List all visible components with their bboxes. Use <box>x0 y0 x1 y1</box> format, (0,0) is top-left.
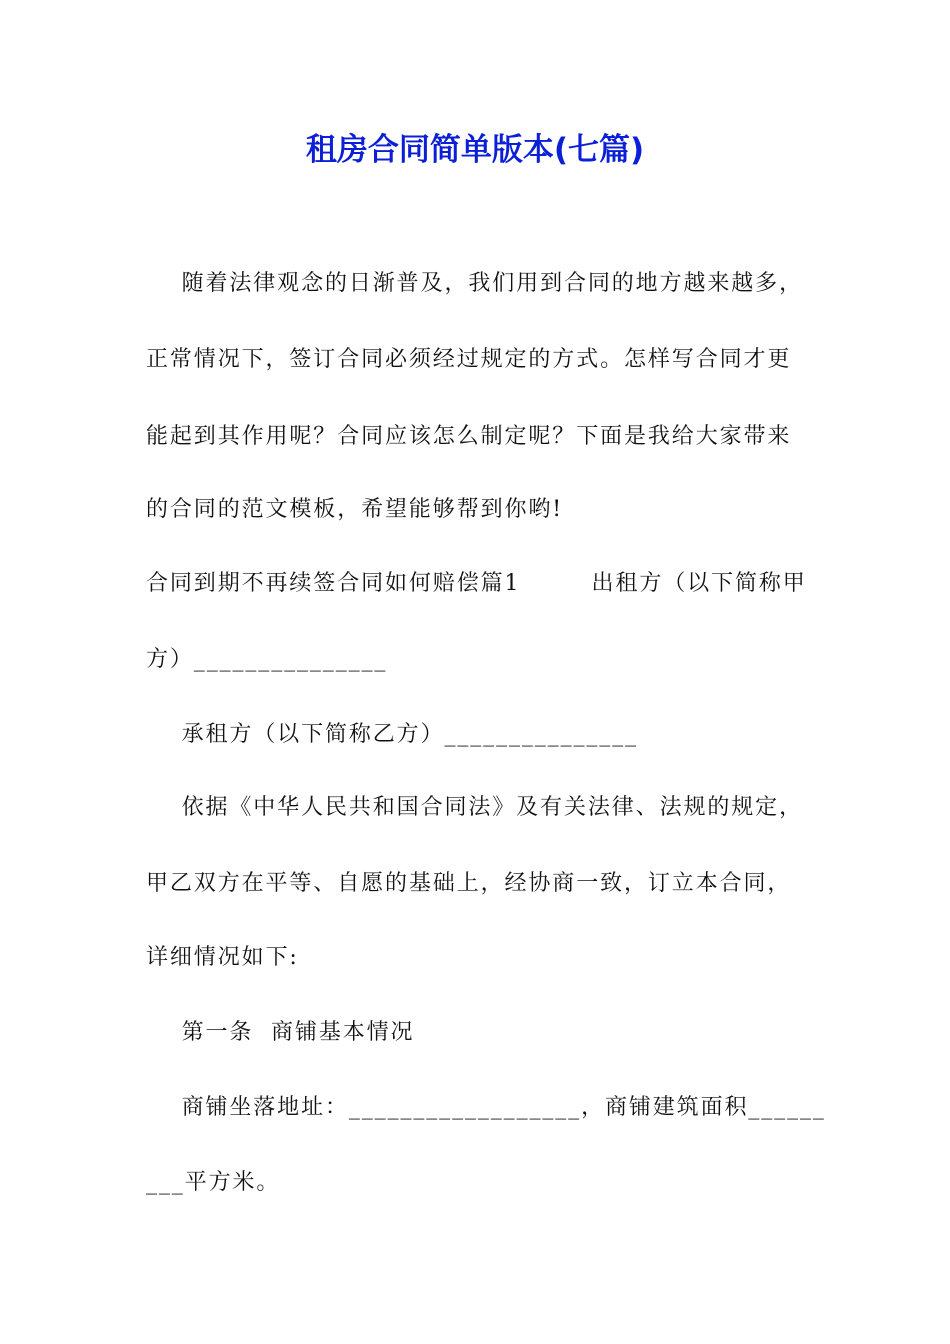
basis-line-2: 甲乙双方在平等、自愿的基础上，经协商一致，订立本合同， <box>146 871 792 896</box>
intro-line-4: 的合同的范文模板，希望能够帮到你哟! <box>146 497 564 522</box>
lessee-line: 承租方（以下简称乙方）_______________ <box>146 722 638 747</box>
article-one-heading: 第一条 商铺基本情况 <box>146 1020 415 1045</box>
intro-line-1: 随着法律观念的日渐普及，我们用到合同的地方越来越多， <box>146 271 803 296</box>
lessor-line: 方）_______________ <box>146 647 388 672</box>
basis-line-3: 详细情况如下: <box>146 945 299 970</box>
intro-line-2: 正常情况下，签订合同必须经过规定的方式。怎样写合同才更 <box>146 347 792 372</box>
shop-address-line: 商铺坐落地址：__________________，商铺建筑面积______ <box>146 1095 826 1120</box>
basis-line-1: 依据《中华人民共和国合同法》及有关法律、法规的规定， <box>146 795 803 820</box>
document-title: 租房合同简单版本(七篇) <box>305 132 645 168</box>
shop-area-line: ___平方米。 <box>146 1170 281 1195</box>
section-heading-line: 合同到期不再续签合同如何赔偿篇1 出租方（以下简称甲 <box>146 571 807 596</box>
intro-line-3: 能起到其作用呢？合同应该怎么制定呢？下面是我给大家带来 <box>146 424 792 449</box>
